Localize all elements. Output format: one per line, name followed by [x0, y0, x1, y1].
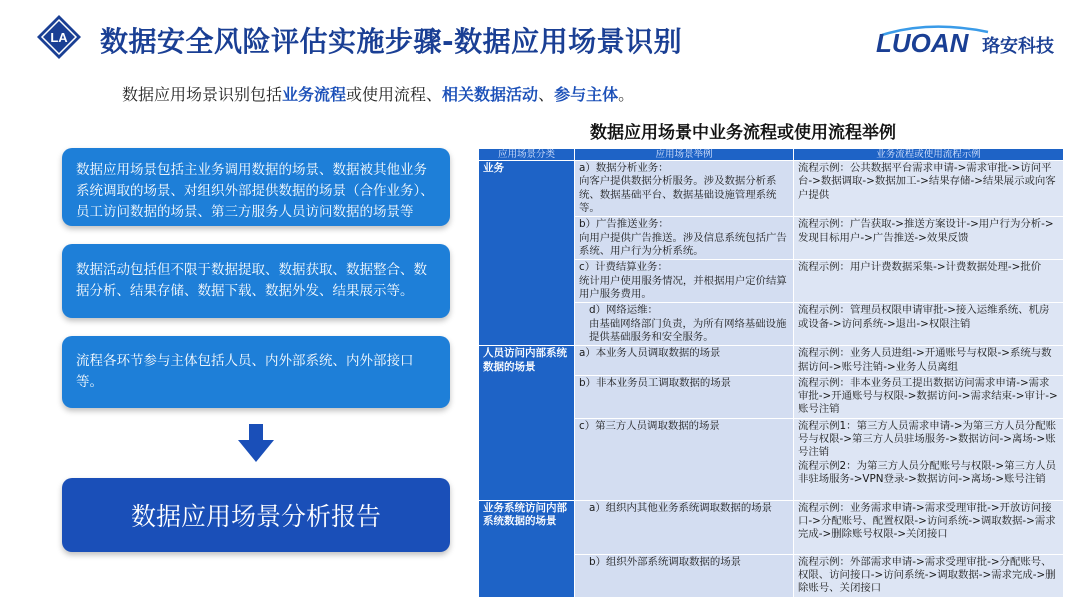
info-box-activities: 数据活动包括但不限于数据提取、数据获取、数据整合、数据分析、结果存储、数据下载、数据外发、结果展示等。	[62, 244, 450, 318]
scene-cell: b）非本业务员工调取数据的场景	[575, 375, 794, 418]
table-title: 数据应用场景中业务流程或使用流程举例	[590, 123, 896, 143]
category-business: 业务	[479, 161, 575, 346]
table-header-row	[479, 149, 1064, 161]
scene-cell: c）计费结算业务： 统计用户使用服务情况，并根据用户定价结算用户服务费用。	[575, 260, 794, 303]
intro-suffix: 。	[618, 85, 635, 104]
scene-cell: c）第三方人员调取数据的场景	[575, 418, 794, 500]
intro-mid-2: 、	[538, 85, 555, 104]
category-personnel-access: 人员访问内部系统数据的场景	[479, 346, 575, 501]
scene-cell: d）网络运维： 由基础网络部门负责，为所有网络基础设施提供基础服务和安全服务。	[575, 303, 794, 346]
category-system-access: 业务系统访问内部系统数据的场景	[479, 500, 575, 597]
header-category: 应用场景分类	[479, 149, 575, 161]
flow-cell: 流程示例1：第三方人员需求申请->为第三方人员分配账号与权限->第三方人员驻场服务->数据访问->离场->账号注销 流程示例2：为第三方人员分配账号与权限->第三方人员非驻场服务->VPN登录->数据访问->离场->账号注销	[794, 418, 1064, 500]
scene-cell: a）本业务人员调取数据的场景	[575, 346, 794, 376]
scene-cell: b）广告推送业务： 向用户提供广告推送。涉及信息系统包括广告系统、用户行为分析系统。	[575, 217, 794, 260]
info-box-scenarios: 数据应用场景包括主业务调用数据的场景、数据被其他业务系统调取的场景、对组织外部提供数据的场景（合作业务）、员工访问数据的场景、第三方服务人员访问数据的场景等	[62, 148, 450, 226]
flow-cell: 流程示例：管理员权限申请审批->接入运维系统、机房或设备->访问系统->退出->权限注销	[794, 303, 1064, 346]
table-row	[479, 500, 1064, 554]
flow-cell: 流程示例：外部需求申请->需求受理审批->分配账号、权限、访问接口->访问系统->调取数据->需求完成->删除账号、关闭接口	[794, 554, 1064, 597]
table-row	[479, 346, 1064, 376]
brand-name-cn: 珞安科技	[982, 36, 1054, 57]
intro-text	[122, 82, 634, 105]
report-box: 数据应用场景分析报告	[62, 478, 450, 552]
brand-name-en: LUOAN	[876, 28, 969, 58]
title-bar	[0, 0, 1080, 78]
arrow-down-icon	[238, 424, 274, 462]
scene-cell: a）数据分析业务： 向客户提供数据分析服务。涉及数据分析系统、数据基础平台、数据基础设施管理系统等。	[575, 161, 794, 217]
flow-cell: 流程示例：广告获取->推送方案设计->用户行为分析->发现目标用户->广告推送->效果反馈	[794, 217, 1064, 260]
logo-text: LA	[50, 30, 68, 45]
flow-cell: 流程示例：业务需求申请->需求受理审批->开放访问接口->分配账号、配置权限->访问系统->调取数据->需求完成->删除账号权限->关闭接口	[794, 500, 1064, 554]
header-scene: 应用场景举例	[575, 149, 794, 161]
info-box-participants: 流程各环节参与主体包括人员、内外部系统、内外部接口等。	[62, 336, 450, 408]
flow-cell: 流程示例：业务人员进组->开通账号与权限->系统与数据访问->账号注销->业务人员离组	[794, 346, 1064, 376]
flow-cell: 流程示例：公共数据平台需求申请->需求审批->访问平台->数据调取->数据加工->结果存储->结果展示或向客户提供	[794, 161, 1064, 217]
page-title: 数据安全风险评估实施步骤-数据应用场景识别	[100, 25, 683, 58]
header-flow: 业务流程或使用流程示例	[794, 149, 1064, 161]
scene-cell: a）组织内其他业务系统调取数据的场景	[575, 500, 794, 554]
intro-highlight-subject: 参与主体	[554, 85, 619, 104]
flow-cell: 流程示例：用户计费数据采集->计费数据处理->批价	[794, 260, 1064, 303]
intro-highlight-process: 业务流程	[282, 85, 347, 104]
intro-prefix: 数据应用场景识别包括	[122, 85, 283, 104]
scene-cell: b）组织外部系统调取数据的场景	[575, 554, 794, 597]
company-logo-icon	[36, 14, 82, 60]
flow-table	[478, 148, 1064, 598]
flow-cell: 流程示例：非本业务员工提出数据访问需求申请->需求审批->开通账号与权限->数据访问->需求结束->审计->账号注销	[794, 375, 1064, 418]
table-row	[479, 161, 1064, 217]
intro-highlight-activity: 相关数据活动	[442, 85, 539, 104]
brand-logo	[876, 24, 1066, 60]
intro-mid-1: 或使用流程、	[346, 85, 443, 104]
